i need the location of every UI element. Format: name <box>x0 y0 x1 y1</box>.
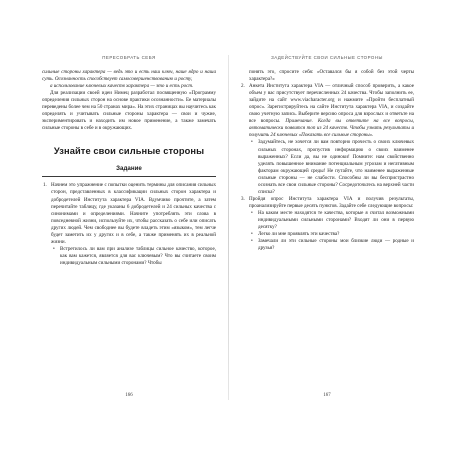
section-heading: Узнайте свои сильные стороны <box>53 146 205 157</box>
bullet-item-1 <box>51 246 216 267</box>
bullet-item-4-text: Легко ли мне проявлять эти качества? <box>258 231 340 238</box>
paragraph-1: сильные стороны характера — ведь это и есть наш ключ, наше ядро и наша суть. Осознанность способствует самосовершенствованию и росту, <box>42 69 216 83</box>
bullet-icon: • <box>251 139 253 146</box>
task-heading: Задание <box>116 165 142 173</box>
list-item-2-text: Анкета Института характера VIA — отличный способ проверить, а какое объем у вас присутствует перечисленных 24 качества. Чтобы заполнить ее, зайдите на сайт www.viacharacter.org и нажмите «Пройти бесплатный опрос». Зарегистрируйтесь на сайте Института характера VIA, и создайте свою учетную запись. Выберите версию опроса для взрослых и ответьте на все вопросы. <box>249 83 414 125</box>
continued-text: понять это, спросите себя: «Оставался бы я собой без этой черты характера?» <box>249 69 414 83</box>
bullet-icon: • <box>251 231 253 238</box>
page-number-left: 166 <box>125 393 133 398</box>
bullet-icon: • <box>53 245 55 252</box>
book-gutter <box>228 55 229 400</box>
right-page <box>240 55 414 400</box>
bullet-item-5 <box>249 238 414 252</box>
list-item-1 <box>42 182 216 267</box>
left-page-body <box>42 69 216 132</box>
bullet-item-3-text: На каком месте находятся те качества, которые я считал возможными индивидуальными сильными сторонами? Входят ли они в первую десятку? <box>258 209 414 231</box>
bullet-icon: • <box>251 238 253 245</box>
list-item-2-note: Примечание. Когда вы ответите на все вопросы, автоматически появится топ из 24 качеств. Чтобы узнать результаты и получить 24 ключевых «Показать все сильные стороны». <box>249 118 415 139</box>
bullet-item-1-text: Встретилось ли вам при анализе таблицы сильное качество, которое, как вам кажется, является для вас ключевым? Что вы считаете своим индивидуальным сильными сторонами? Чтобы <box>60 245 216 266</box>
list-number: 1. <box>43 182 47 189</box>
left-page <box>42 55 216 400</box>
bullet-item-5-text: Замечали ли эти сильные стороны мои близкие люди — родные и друзья? <box>258 238 414 252</box>
right-page-body <box>240 69 414 252</box>
paragraph-2: а использование ключевых качеств характера — это и есть рост. <box>50 83 194 90</box>
bullet-item-2 <box>249 139 414 195</box>
bullet-item-3 <box>249 210 414 231</box>
task-body <box>42 182 216 267</box>
running-head-left: ПЕРЕСОБРАТЬ СЕБЯ <box>102 55 156 60</box>
list-item-3-text: Пройдя опрос Института характера VIA и получив результаты, проанализируйте первые десять пунктов. Задайте себе следующие вопросы: <box>249 195 414 209</box>
task-rule <box>42 176 216 177</box>
list-item-2 <box>240 83 414 196</box>
list-number: 2. <box>241 83 245 90</box>
book-spread <box>42 55 414 400</box>
paragraph-3: Для реализации своей идеи Нимец разработал посвященную «Программу определения сильных сторон на основе практики осознанности». Ее материалы переведены более чем на 50 странах мира». На этих страницах вы научитесь как определять и учитывать сильные стороны характера — свои и чужие, экспериментировать и находить им новое применение, а также замечать сильные стороны в себе и в окружающих. <box>42 90 216 132</box>
page-number-right: 167 <box>323 393 331 398</box>
bullet-item-2-text: Задумайтесь, не хочется ли вам повторно прочесть о своих ключевых сильных сторонах, пропустив информацию о своих наименее выраженных? Если да, вы не одиноки! Помните: нам свойственно уделять повышенное внимание потенциальным угрозам и негативным факторам окружающей среды! Не путайте, что наименее выраженные сильные стороны — не слабости. Способны ли вы беспристрастно осознать все свои сильные стороны? Сосредоточьтесь на верхней части списка? <box>258 139 414 195</box>
list-item-3 <box>240 196 414 252</box>
list-number: 3. <box>241 195 245 202</box>
list-item-1-text: Начнем это упражнение с попытки оценить термины для описания сильных сторон, представленных в классификации сильных сторон характера и добродетелей Института характера VIA. Вдумчиво прочтите, а затем перечитайте таблицу, где указаны 6 добродетелей и 24 сильных качества с синонимами и определениями. Начните употреблять эти слова в повседневной жизни, используйте их, чтобы рассказать о себе или описать других людей. Чем свободнее вы будете владеть этим «языком», тем легче будет заметить их у других и в себе, а также применять их в реальной жизни. <box>51 182 216 245</box>
bullet-icon: • <box>251 209 253 216</box>
running-head-right: ЗАДЕЙСТВУЙТЕ СВОИ СИЛЬНЫЕ СТОРОНЫ <box>271 55 383 60</box>
